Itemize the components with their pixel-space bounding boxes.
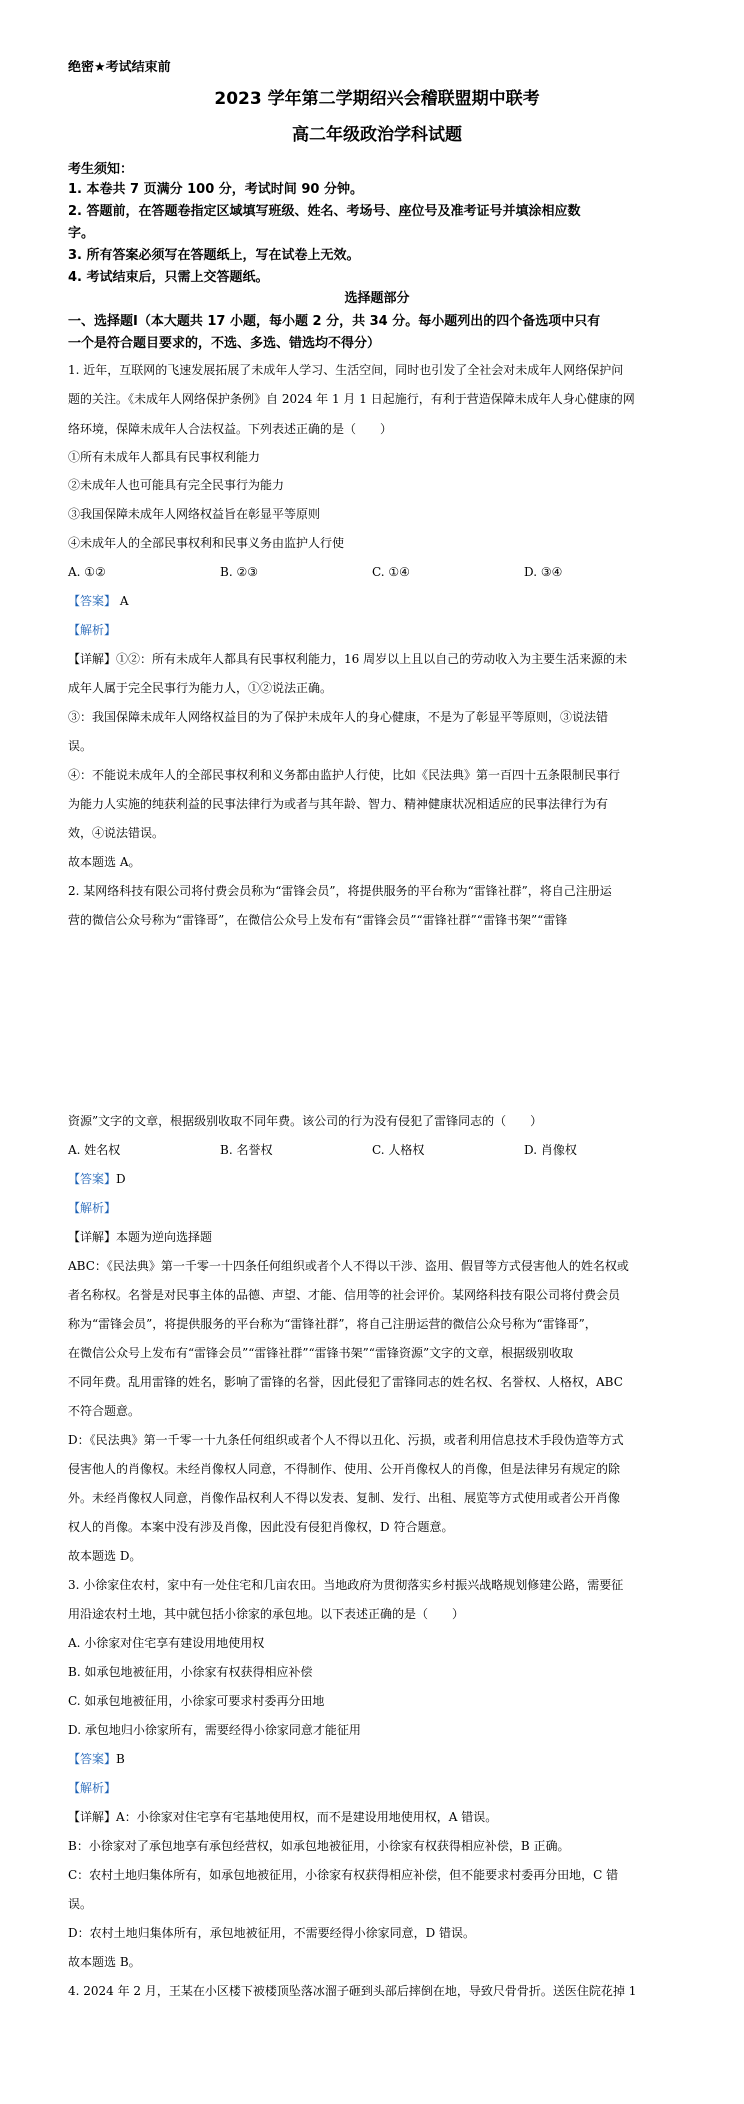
notice-item: 4. 考试结束后，只需上交答题纸。 — [68, 270, 269, 285]
q3-stem-line: 3. 小徐家住农村，家中有一处住宅和几亩农田。当地政府为贯彻落实乡村振兴战略规划修建公路，需要征 — [68, 1578, 624, 1592]
section-instruction: 一个是符合题目要求的，不选、多选、错选均不得分） — [68, 336, 381, 351]
q2-detail-line: ABC：《民法典》第一千零一十四条任何组织或者个人不得以干涉、盗用、假冒等方式侵害他人的姓名权或 — [68, 1259, 629, 1273]
q2-detail-line: 外。未经肖像权人同意，肖像作品权利人不得以发表、复制、发行、出租、展览等方式使用或者公开肖像 — [68, 1491, 621, 1505]
q2-option-c: C. 人格权 — [372, 1143, 425, 1157]
section-instruction: 一、选择题Ⅰ（本大题共 17 小题，每小题 2 分，共 34 分。每小题列出的四个备选项中只有 — [68, 314, 601, 329]
q1-detail-line: 为能力人实施的纯获利益的民事法律行为或者与其年龄、智力、精神健康状况相适应的民事法律行为有 — [68, 797, 609, 811]
q3-option-b: B. 如承包地被征用，小徐家有权获得相应补偿 — [68, 1665, 313, 1679]
q4-stem-line: 4. 2024 年 2 月，王某在小区楼下被楼顶坠落冰溜子砸到头部后摔倒在地，导致尺骨骨折。送医住院花掉 1 — [68, 1984, 637, 1998]
q2-detail-line: 【 详解 】 本题为逆向选择题 — [68, 1229, 686, 1245]
q2-options — [68, 1142, 686, 1158]
q3-detail-line: C：农村土地归集体所有，如承包地被征用，小徐家有权获得相应补偿，但不能要求村委再分田地，C 错 — [68, 1868, 619, 1882]
q2-detail-line: 权人的肖像。本案中没有涉及肖像，因此没有侵犯肖像权，D 符合题意。 — [68, 1520, 454, 1534]
analysis-tag: 【 解析 】 — [68, 1781, 116, 1795]
q3-option-a: A. 小徐家对住宅享有建设用地使用权 — [68, 1636, 265, 1650]
q2-detail-line: 不同年费。乱用雷锋的姓名，影响了雷锋的名誉，因此侵犯了雷锋同志的姓名权、名誉权、人格权，ABC — [68, 1375, 623, 1389]
answer-value: D — [116, 1172, 126, 1186]
notice-item: 3. 所有答案必须写在答题纸上，写在试卷上无效。 — [68, 248, 360, 263]
q3-detail-line: 【 详解 】 A：小徐家对住宅享有宅基地使用权，而不是建设用地使用权，A 错误。 — [68, 1809, 686, 1825]
q3-detail-line: B：小徐家对了承包地享有承包经营权，如承包地被征用，小徐家有权获得相应补偿，B 正确。 — [68, 1839, 570, 1853]
q2-option-a: A. 姓名权 — [68, 1143, 121, 1157]
q2-detail-line: 称为“雷锋会员”，将提供服务的平台称为“雷锋社群”，将自己注册运营的微信公众号称为“雷锋哥”， — [68, 1317, 597, 1331]
q2-detail-line: 在微信公众号上发布有“雷锋会员”“雷锋社群”“雷锋书架”“雷锋资源”文字的文章，根据级别收取 — [68, 1346, 574, 1360]
q1-analysis — [68, 622, 686, 638]
q1-stem-line: 题的关注。《未成年人网络保护条例》自 2024 年 1 月 1 日起施行，有利于营造保障未成年人身心健康的网 — [68, 392, 635, 406]
answer-value: A — [119, 594, 129, 608]
q1-option-a: A. ①② — [68, 565, 106, 579]
q2-stem-line: 营的微信公众号称为“雷锋哥”，在微信公众号上发布有“雷锋会员”“雷锋社群”“雷锋书架”“雷锋 — [68, 913, 568, 927]
q2-detail-line: 故本题选 D。 — [68, 1549, 142, 1563]
detail-tag: 【 详解 】 — [68, 652, 116, 666]
detail-tag: 【 详解 】 — [68, 1810, 116, 1824]
q3-option-d: D. 承包地归小徐家所有，需要经得小徐家同意才能征用 — [68, 1723, 361, 1737]
q2-detail-line: 不符合题意。 — [68, 1404, 141, 1418]
answer-value: B — [116, 1752, 125, 1766]
q2-option-d: D. 肖像权 — [524, 1143, 577, 1157]
q1-statement: ④未成年人的全部民事权利和民事义务由监护人行使 — [68, 536, 345, 550]
q2-detail-line: 侵害他人的肖像权。未经肖像权人同意，不得制作、使用、公开肖像权人的肖像，但是法律另有规定的除 — [68, 1462, 621, 1476]
exam-subtitle: 高二年级政治学科试题 — [292, 125, 462, 145]
q1-option-c: C. ①④ — [372, 565, 410, 579]
q3-analysis — [68, 1780, 686, 1796]
q1-detail-line: 【 详解 】 ①②：所有未成年人都具有民事权利能力，16 周岁以上且以自己的劳动收入为主要生活来源的未 — [68, 651, 686, 667]
q2-detail-line: D：《民法典》第一千零一十九条任何组织或者个人不得以丑化、污损，或者利用信息技术手段伪造等方式 — [68, 1433, 624, 1447]
notice-heading: 考生须知： — [68, 162, 134, 177]
q1-detail-line: ③：我国保障未成年人网络权益目的为了保护未成年人的身心健康，不是为了彰显平等原则，③说法错 — [68, 710, 609, 724]
q2-analysis — [68, 1200, 686, 1216]
answer-tag: 【 答案 】 — [68, 1752, 116, 1766]
q3-detail-line: 故本题选 B。 — [68, 1955, 141, 1969]
q3-option-c: C. 如承包地被征用，小徐家可要求村委再分田地 — [68, 1694, 325, 1708]
notice-item: 1. 本卷共 7 页满分 100 分，考试时间 90 分钟。 — [68, 182, 363, 197]
q2-stem-line: 2. 某网络科技有限公司将付费会员称为“雷锋会员”，将提供服务的平台称为“雷锋社群”，将自己注册运 — [68, 884, 612, 898]
q2-answer — [68, 1171, 686, 1187]
q1-options — [68, 564, 686, 580]
q1-detail-line: 故本题选 A。 — [68, 855, 141, 869]
exam-title: 2023 学年第二学期绍兴会稽联盟期中联考 — [214, 89, 540, 109]
q2-stem-line: 资源”文字的文章，根据级别收取不同年费。该公司的行为没有侵犯了雷锋同志的（ ） — [68, 1114, 543, 1128]
q1-statement: ③我国保障未成年人网络权益旨在彰显平等原则 — [68, 507, 321, 521]
q1-option-d: D. ③④ — [524, 565, 563, 579]
secret-label: 绝密★考试结束前 — [68, 60, 171, 75]
q2-detail-line: 者名称权。名誉是对民事主体的品德、声望、才能、信用等的社会评价。某网络科技有限公司将付费会员 — [68, 1288, 621, 1302]
q1-detail-line: 误。 — [68, 739, 93, 753]
analysis-tag: 【 解析 】 — [68, 1201, 116, 1215]
answer-tag: 【 答案 】 — [68, 1172, 116, 1186]
notice-item: 2. 答题前，在答题卷指定区域填写班级、姓名、考场号、座位号及准考证号并填涂相应数 — [68, 204, 581, 219]
q3-answer — [68, 1751, 686, 1767]
q1-detail-line: 成年人属于完全民事行为能力人，①②说法正确。 — [68, 681, 333, 695]
q1-answer — [68, 593, 686, 609]
q1-statement: ②未成年人也可能具有完全民事行为能力 — [68, 478, 285, 492]
q3-stem-line: 用沿途农村土地，其中就包括小徐家的承包地。以下表述正确的是（ ） — [68, 1607, 465, 1621]
section-title: 选择题部分 — [344, 291, 410, 306]
q1-statement: ①所有未成年人都具有民事权利能力 — [68, 450, 261, 464]
answer-tag: 【 答案 】 — [68, 594, 116, 608]
q1-detail-line: 效，④说法错误。 — [68, 826, 165, 840]
q2-option-b: B. 名誉权 — [220, 1143, 273, 1157]
q1-stem-line: 1. 近年，互联网的飞速发展拓展了未成年人学习、生活空间，同时也引发了全社会对未成年人网络保护问 — [68, 363, 624, 377]
analysis-tag: 【 解析 】 — [68, 623, 116, 637]
q1-stem-line: 络环境，保障未成年人合法权益。下列表述正确的是（ ） — [68, 422, 393, 436]
q3-detail-line: D：农村土地归集体所有，承包地被征用，不需要经得小徐家同意，D 错误。 — [68, 1926, 476, 1940]
q3-detail-line: 误。 — [68, 1897, 93, 1911]
notice-item: 字。 — [68, 226, 95, 241]
detail-tag: 【 详解 】 — [68, 1230, 116, 1244]
q1-option-b: B. ②③ — [220, 565, 258, 579]
q1-detail-line: ④：不能说未成年人的全部民事权利和义务都由监护人行使，比如《民法典》第一百四十五条限制民事行 — [68, 768, 621, 782]
